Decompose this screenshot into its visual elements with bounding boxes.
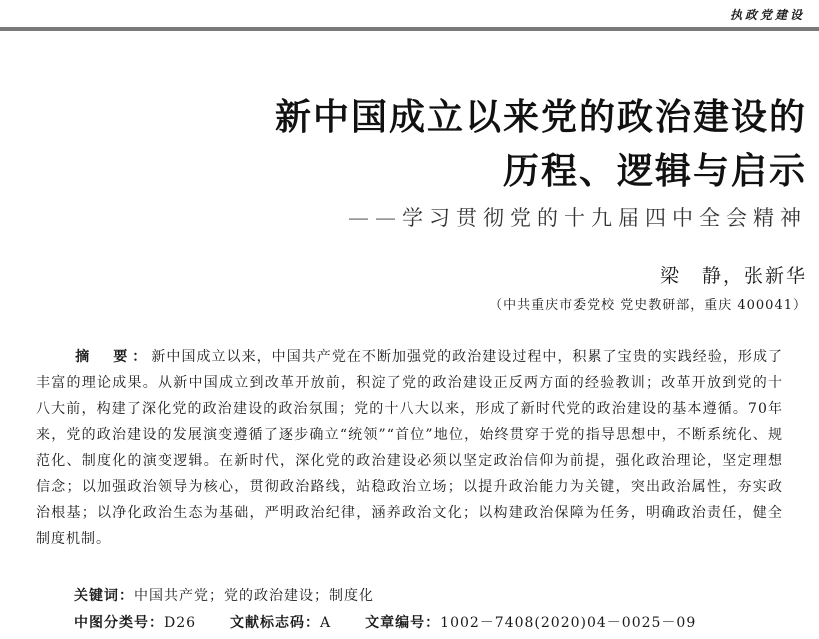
doc-code-label: 文献标志码： [230, 615, 321, 631]
keywords [74, 585, 374, 605]
authors: 梁 静，张新华 [659, 265, 807, 287]
article-number-label: 文章编号： [365, 615, 441, 631]
abstract-text: 新中国成立以来，中国共产党在不断加强党的政治建设过程中，积累了宝贵的实践经验，形成了丰富的理论成果。从新中国成立到改革开放前，积淀了党的政治建设正反两方面的经验教训；改革开放到党的十八大前，构建了深化党的政治建设的政治氛围；党的十八大以来，形成了新时代党的政治建设的基本遵循。70年来，党的政治建设的发展演变遵循了逐步确立“统领”“首位”地位，始终贯穿于党的指导思想中，不断系统化、规范化、制度化的演变逻辑。在新时代，深化党的政治建设必须以坚定政治信仰为前提，强化政治理论，坚定理想信念；以加强政治领导为核心，贯彻政治路线，站稳政治立场；以提升政治能力为关键，突出政治属性，夯实政治根基；以净化政治生态为基础，严明政治纪律，涵养政治文化；以构建政治保障为任务，明确政治责任，健全制度机制。 [36, 349, 784, 547]
article-title-line-1: 新中国成立以来党的政治建设的 [274, 97, 807, 138]
article-title-line-2: 历程、逻辑与启示 [502, 151, 807, 192]
article-meta [74, 612, 696, 632]
abstract-label: 摘 要： [75, 349, 152, 365]
article-subtitle: ——学习贯彻党的十九届四中全会精神 [348, 206, 807, 230]
section-header: 执政党建设 [729, 8, 805, 22]
clc-label: 中图分类号： [74, 615, 164, 631]
keywords-label: 关键词： [74, 588, 134, 604]
keywords-text: 中国共产党；党的政治建设；制度化 [134, 588, 374, 604]
abstract [36, 344, 783, 552]
affiliation: （中共重庆市委党校 党史教研部，重庆 400041） [489, 298, 807, 313]
doc-code-value: A [320, 615, 332, 631]
top-rule [0, 27, 819, 31]
article-number-value: 1002－7408(2020)04－0025－09 [440, 615, 697, 631]
clc-value: D26 [164, 615, 197, 631]
